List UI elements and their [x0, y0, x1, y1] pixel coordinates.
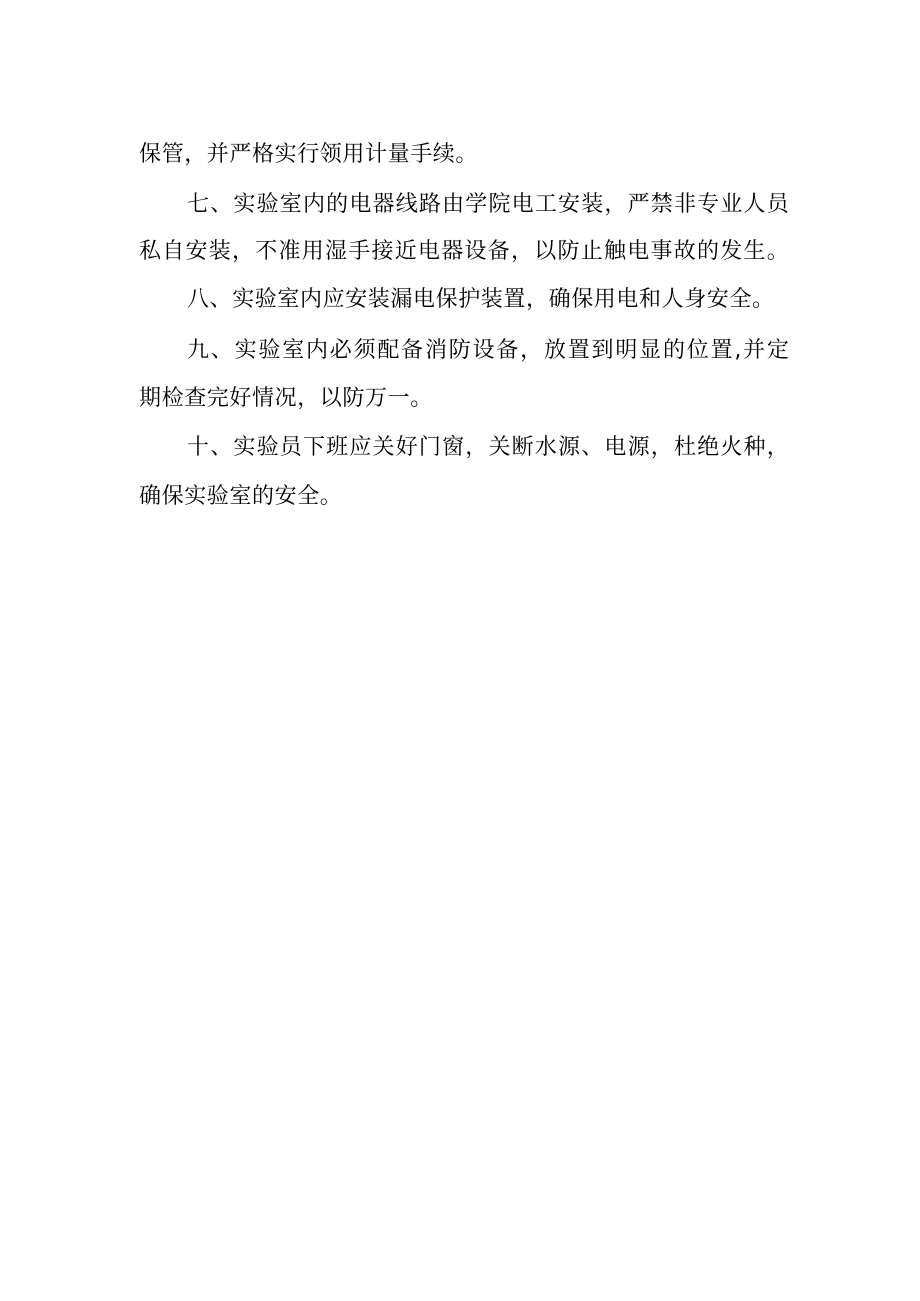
- character: 室: [282, 338, 305, 363]
- character: 、: [581, 435, 604, 460]
- text-line-8: 确保实验室的安全。: [139, 484, 343, 509]
- character: 安: [558, 192, 581, 217]
- character: 安: [185, 239, 208, 264]
- character: 必: [329, 338, 352, 363]
- character: ，: [232, 239, 255, 264]
- character: 的: [697, 239, 720, 264]
- character: 水: [534, 435, 557, 460]
- text-line-6: 期检查完好情况，以防万一。: [139, 386, 433, 411]
- character: 装: [208, 239, 231, 264]
- character: 十: [187, 435, 210, 460]
- character: 以: [534, 239, 557, 264]
- character: 非: [673, 192, 696, 217]
- character: 自: [162, 239, 185, 264]
- character: 装: [581, 192, 604, 217]
- text-line-1: 保管，并严格实行领用计量手续。: [139, 142, 479, 167]
- character: 置: [710, 338, 733, 363]
- character: 位: [686, 338, 709, 363]
- character: 的: [662, 338, 685, 363]
- character: 配: [377, 338, 400, 363]
- character: 源: [558, 435, 581, 460]
- character: 备: [401, 338, 424, 363]
- character: 员: [279, 435, 302, 460]
- character: 发: [720, 239, 743, 264]
- character: 防: [557, 239, 580, 264]
- character: 电: [627, 239, 650, 264]
- character: ，: [766, 435, 789, 460]
- character: 种: [743, 435, 766, 460]
- character: 实: [233, 435, 256, 460]
- character: 防: [448, 338, 471, 363]
- character: 置: [567, 338, 590, 363]
- character: 火: [720, 435, 743, 460]
- text-line-2: [187, 190, 789, 220]
- character: 电: [349, 192, 372, 217]
- character: 止: [580, 239, 603, 264]
- character: 事: [650, 239, 673, 264]
- character: 源: [627, 435, 650, 460]
- character: 用: [301, 239, 324, 264]
- text-line-5: [187, 336, 789, 366]
- character: 验: [256, 435, 279, 460]
- character: 到: [591, 338, 614, 363]
- character: 设: [472, 338, 495, 363]
- character: 生: [743, 239, 766, 264]
- character: ，: [520, 338, 543, 363]
- character: 九: [187, 338, 210, 363]
- character: 员: [766, 192, 789, 217]
- character: 手: [348, 239, 371, 264]
- character: 消: [424, 338, 447, 363]
- character: 实: [233, 192, 256, 217]
- character: 内: [305, 338, 328, 363]
- character: 专: [697, 192, 720, 217]
- character: 室: [279, 192, 302, 217]
- character: 私: [139, 239, 162, 264]
- character: 备: [496, 338, 519, 363]
- character: 。: [766, 239, 789, 264]
- character: 人: [743, 192, 766, 217]
- character: 设: [464, 239, 487, 264]
- character: 实: [234, 338, 257, 363]
- character: 不: [255, 239, 278, 264]
- character: 备: [487, 239, 510, 264]
- character: 并: [743, 338, 766, 363]
- character: 放: [543, 338, 566, 363]
- character: 验: [258, 338, 281, 363]
- character: 班: [326, 435, 349, 460]
- character: ，: [511, 239, 534, 264]
- character: 器: [372, 192, 395, 217]
- character: 定: [766, 338, 789, 363]
- character: 电: [511, 192, 534, 217]
- character: 、: [210, 192, 233, 217]
- character: 明: [615, 338, 638, 363]
- character: 线: [395, 192, 418, 217]
- character: 电: [604, 435, 627, 460]
- character: ，: [650, 435, 673, 460]
- character: 关: [372, 435, 395, 460]
- character: 触: [604, 239, 627, 264]
- text-line-4: 八、实验室内应安装漏电保护装置，确保用电和人身安全。: [187, 287, 775, 312]
- character: 接: [371, 239, 394, 264]
- character: 的: [326, 192, 349, 217]
- character: 内: [302, 192, 325, 217]
- character: 下: [302, 435, 325, 460]
- character: 应: [349, 435, 372, 460]
- character: 、: [210, 435, 233, 460]
- character: 门: [418, 435, 441, 460]
- character: 器: [441, 239, 464, 264]
- character: 严: [627, 192, 650, 217]
- character: 业: [720, 192, 743, 217]
- character: 显: [639, 338, 662, 363]
- character: 近: [394, 239, 417, 264]
- character: 湿: [325, 239, 348, 264]
- character: 断: [511, 435, 534, 460]
- character: 电: [418, 239, 441, 264]
- character: 准: [278, 239, 301, 264]
- character: 工: [534, 192, 557, 217]
- character: 窗: [442, 435, 465, 460]
- character: 验: [256, 192, 279, 217]
- character: 学: [465, 192, 488, 217]
- character: 须: [353, 338, 376, 363]
- character: 院: [488, 192, 511, 217]
- text-line-3: [139, 237, 789, 267]
- character: ，: [604, 192, 627, 217]
- character: 故: [673, 239, 696, 264]
- character: 关: [488, 435, 511, 460]
- character: 由: [442, 192, 465, 217]
- character: 绝: [697, 435, 720, 460]
- character: 路: [418, 192, 441, 217]
- character: 禁: [650, 192, 673, 217]
- character: 七: [187, 192, 210, 217]
- character: 、: [210, 338, 233, 363]
- character: ，: [465, 435, 488, 460]
- text-line-7: [187, 433, 789, 463]
- character: 杜: [673, 435, 696, 460]
- character: 好: [395, 435, 418, 460]
- character: ,: [734, 338, 742, 363]
